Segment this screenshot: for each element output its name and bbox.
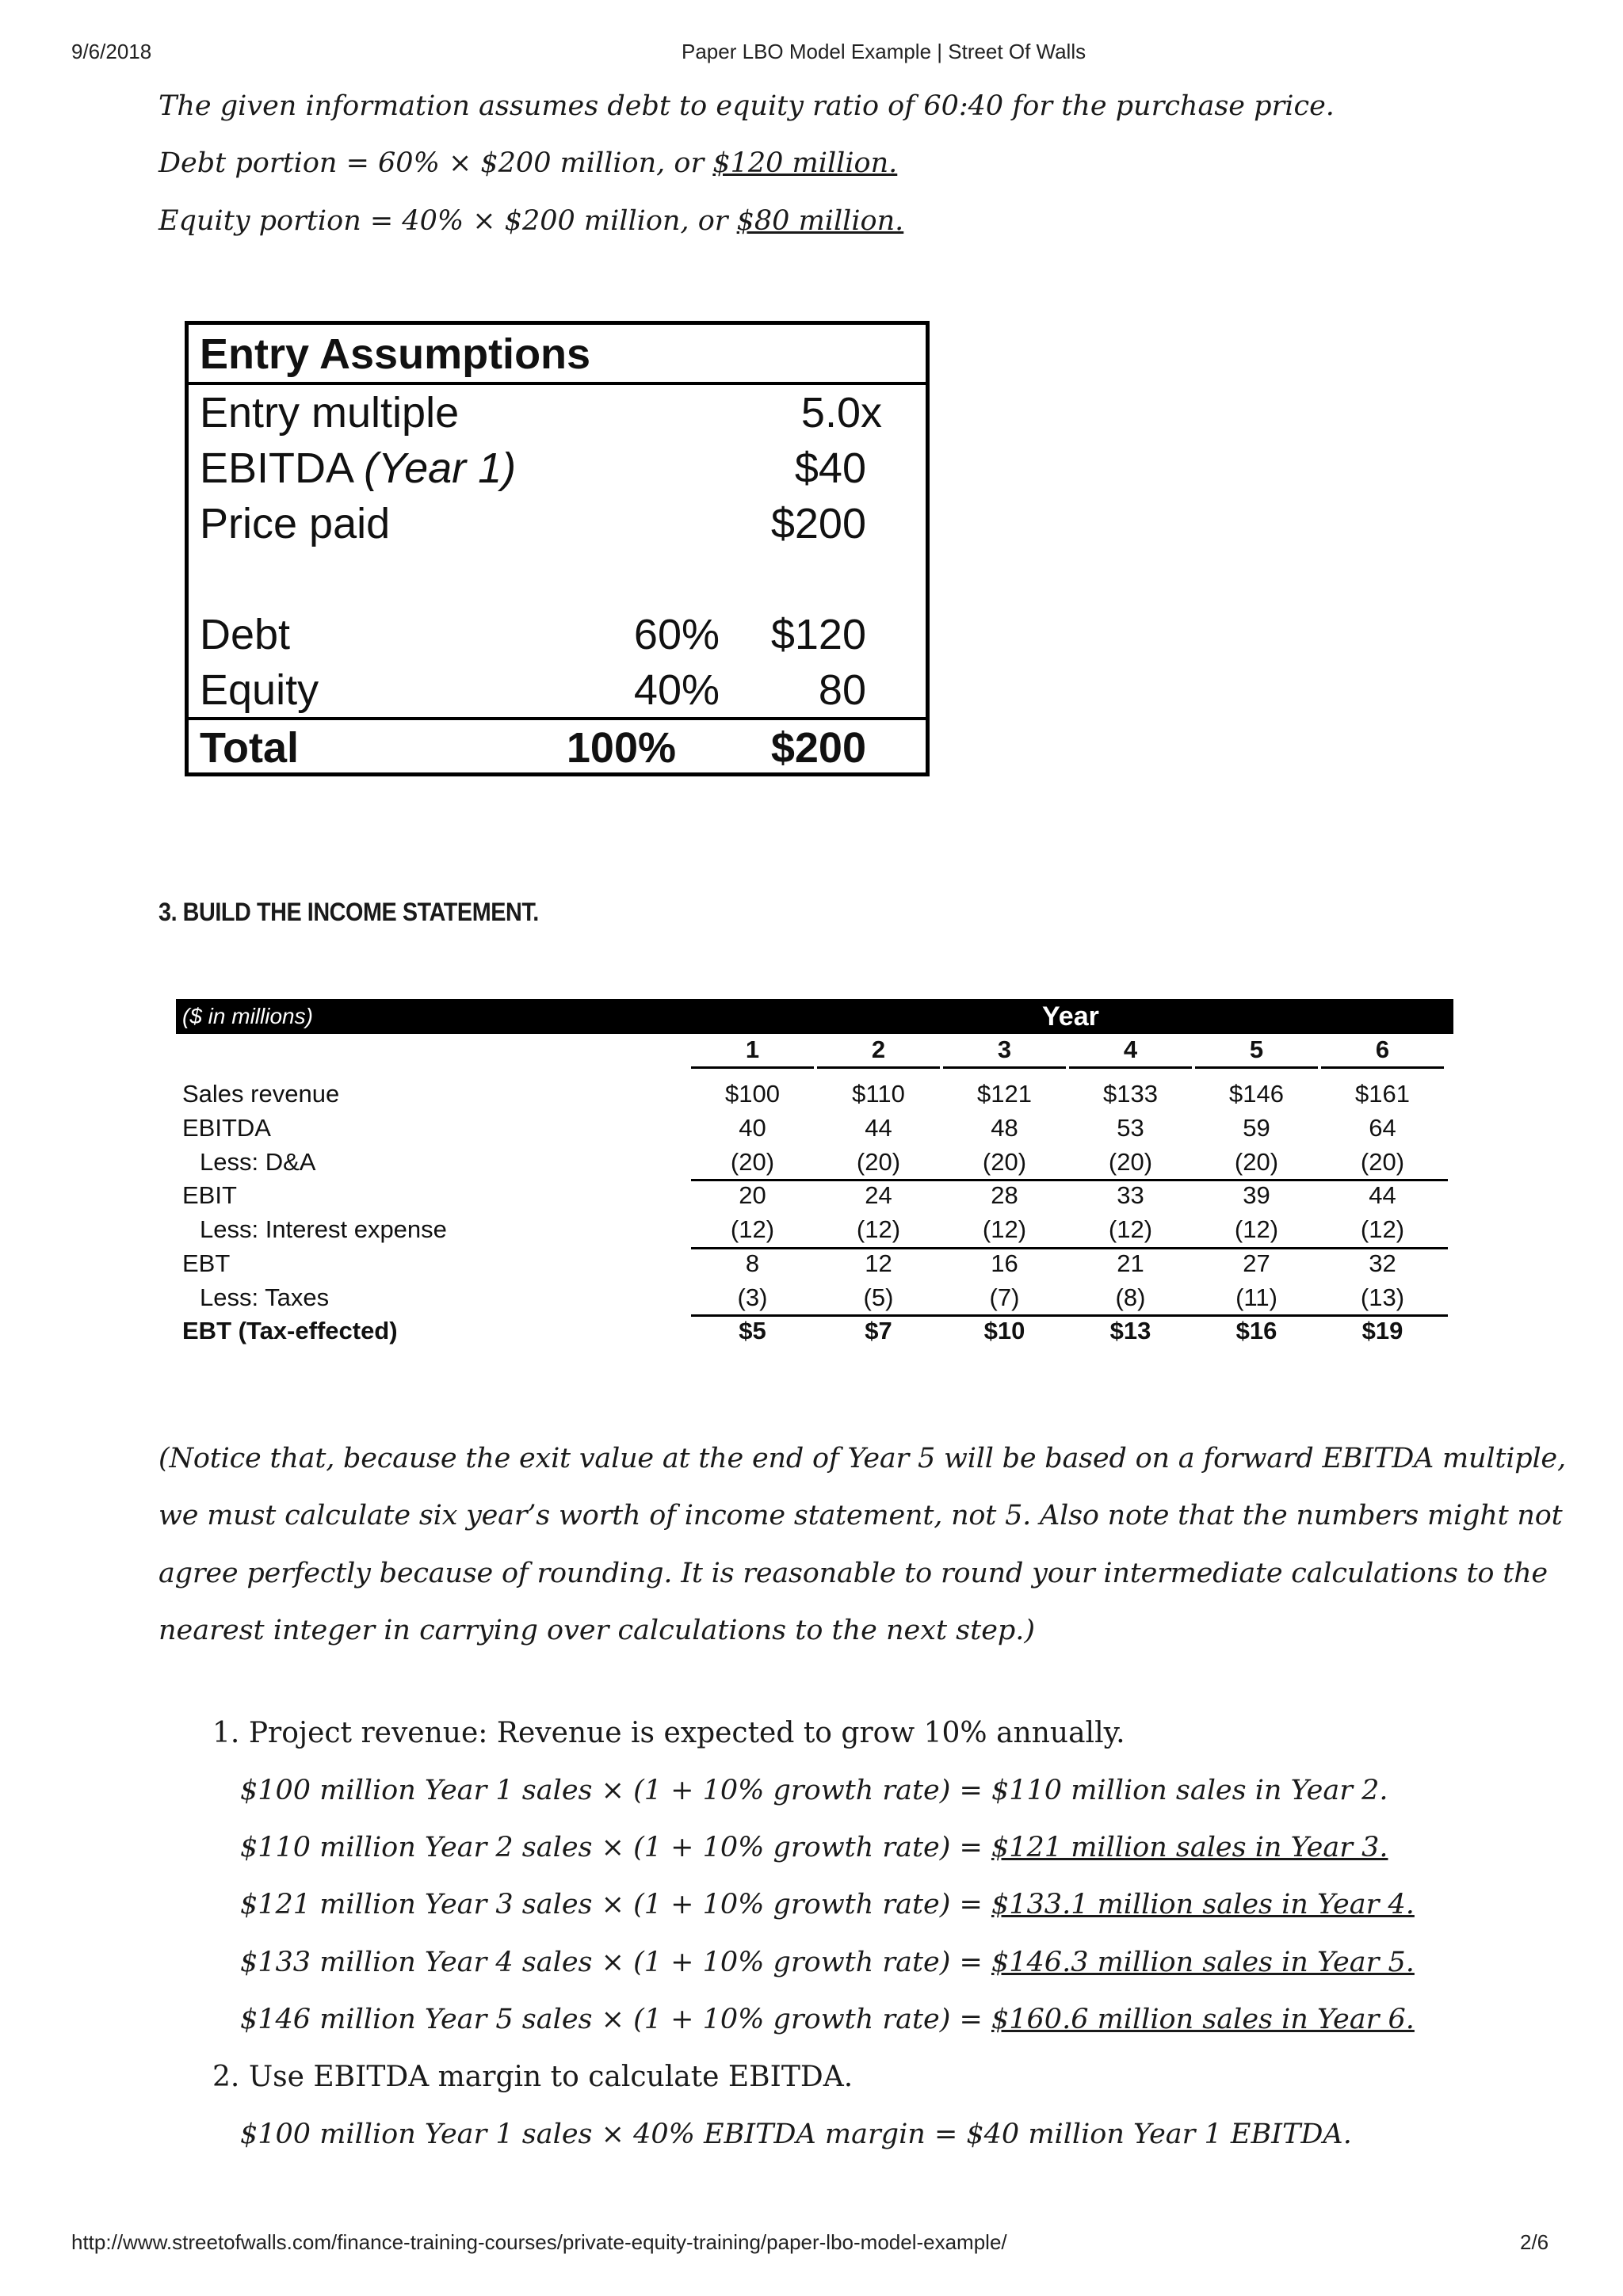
price-paid-row (189, 496, 926, 551)
year-header-underline (943, 1066, 1066, 1069)
table-cell: 28 (991, 1181, 1018, 1209)
table-cell: 64 (1369, 1114, 1396, 1142)
row-label: Sales revenue (182, 1080, 340, 1108)
equity-formula: Equity portion = 40% × $200 million, or (158, 205, 737, 237)
table-cell: $19 (1361, 1317, 1403, 1344)
step-1 (212, 1717, 1125, 1749)
row-label: EBT (182, 1249, 231, 1277)
table-cell: (3) (737, 1283, 768, 1311)
table-cell: 12 (865, 1249, 892, 1277)
ebitda-row (189, 441, 926, 496)
table-cell: (7) (989, 1283, 1020, 1311)
table-cell: 8 (745, 1249, 760, 1277)
table-cell: (20) (1108, 1148, 1153, 1176)
table-cell: $133 (1103, 1080, 1158, 1108)
year-header: 6 (1375, 1035, 1390, 1063)
ebitda-label-text: EBITDA (200, 444, 353, 492)
year-header-underline (817, 1066, 940, 1069)
year-header: 5 (1249, 1035, 1264, 1063)
table-cell: 33 (1117, 1181, 1144, 1209)
row-label: Less: Taxes (200, 1283, 330, 1311)
notice-line-3: agree perfectly because of rounding. It is reasonable to round your intermediate calculations to the (158, 1558, 1548, 1589)
debt-pct: 60% (633, 611, 720, 658)
table-cell: 24 (865, 1181, 892, 1209)
table-cell: 39 (1243, 1181, 1270, 1209)
debt-label: Debt (200, 611, 291, 658)
equity-row (189, 662, 926, 718)
subtotal-rule (691, 1179, 1448, 1181)
table-cell: (11) (1235, 1283, 1277, 1311)
table-cell: 44 (1369, 1181, 1396, 1209)
intro-line-2 (158, 147, 897, 179)
notice-line-1: (Notice that, because the exit value at the end of Year 5 will be based on a forward EBITDA multiple, (158, 1443, 1566, 1474)
step-1-text: Project revenue: Revenue is expected to grow 10% annually. (248, 1717, 1125, 1749)
units-label: ($ in millions) (182, 1004, 313, 1028)
subtotal-rule (691, 1247, 1448, 1249)
calc-line-6: $100 million Year 1 sales × 40% EBITDA margin = $40 million Year 1 EBITDA. (240, 2119, 1352, 2150)
row-label: EBITDA (182, 1114, 271, 1142)
intro-line-3 (158, 205, 903, 237)
calc-2-result: $121 million sales in Year 3. (991, 1832, 1388, 1863)
calc-line-2 (240, 1832, 1388, 1863)
table-cell: 44 (865, 1114, 892, 1142)
table-cell: 48 (991, 1114, 1018, 1142)
notice-line-4: nearest integer in carrying over calculations to the next step.) (158, 1615, 1036, 1646)
debt-value: $120 (770, 611, 866, 658)
step-2 (212, 2061, 853, 2093)
intro-line-1: The given information assumes debt to equity ratio of 60:40 for the purchase price. (158, 90, 1335, 122)
total-label: Total (200, 724, 299, 772)
calc-line-4 (240, 1947, 1415, 1978)
table-cell: (12) (1108, 1215, 1153, 1243)
equity-label: Equity (200, 666, 319, 714)
table-cell: (12) (982, 1215, 1027, 1243)
calc-line-1: $100 million Year 1 sales × (1 + 10% growth rate) = $110 million sales in Year 2. (240, 1775, 1388, 1806)
calc-4-result: $146.3 million sales in Year 5. (991, 1947, 1415, 1978)
table-cell: (20) (1234, 1148, 1279, 1176)
table-cell: 53 (1117, 1114, 1144, 1142)
debt-row (189, 607, 926, 662)
table-cell: (5) (863, 1283, 894, 1311)
step-2-number: 2. (212, 2061, 240, 2093)
entry-title: Entry Assumptions (200, 330, 591, 378)
table-cell: $100 (725, 1080, 780, 1108)
price-paid-value: $200 (770, 500, 866, 547)
debt-result: $120 million. (712, 147, 898, 179)
table-cell: 27 (1243, 1249, 1270, 1277)
entry-assumptions-table (185, 321, 930, 776)
row-label: EBIT (182, 1181, 237, 1209)
table-cell: (13) (1360, 1283, 1405, 1311)
total-row (189, 720, 926, 776)
table-cell: 32 (1369, 1249, 1396, 1277)
print-page-title: Paper LBO Model Example | Street Of Walls (682, 40, 1086, 63)
equity-value: 80 (818, 666, 866, 714)
entry-multiple-row (189, 385, 926, 441)
table-cell: (12) (1360, 1215, 1405, 1243)
step-2-text: Use EBITDA margin to calculate EBITDA. (248, 2061, 854, 2093)
ebitda-label (200, 441, 516, 496)
footer-page-number: 2/6 (1520, 2230, 1549, 2254)
table-cell: (20) (982, 1148, 1027, 1176)
year-header: 3 (997, 1035, 1012, 1063)
table-cell: 59 (1243, 1114, 1270, 1142)
total-value: $200 (770, 724, 866, 772)
table-cell: (20) (1360, 1148, 1405, 1176)
year-header: 1 (745, 1035, 760, 1063)
equity-result: $80 million. (736, 205, 904, 237)
entry-multiple-value: 5.0x (800, 389, 882, 437)
year-header: 4 (1123, 1035, 1138, 1063)
table-cell: 21 (1117, 1249, 1144, 1277)
section-heading: 3. BUILD THE INCOME STATEMENT. (158, 898, 539, 926)
step-1-number: 1. (212, 1717, 240, 1749)
entry-title-row (189, 326, 926, 382)
equity-pct: 40% (633, 666, 720, 714)
ebitda-year: (Year 1) (364, 444, 517, 492)
table-cell: $121 (977, 1080, 1032, 1108)
year-header-underline (1195, 1066, 1318, 1069)
table-cell: (12) (1234, 1215, 1279, 1243)
table-cell: $110 (852, 1080, 905, 1108)
calc-2-formula: $110 million Year 2 sales × (1 + 10% growth rate) = (240, 1832, 991, 1863)
year-header-underline (1321, 1066, 1444, 1069)
calc-4-formula: $133 million Year 4 sales × (1 + 10% growth rate) = (240, 1947, 991, 1978)
table-cell: (12) (856, 1215, 901, 1243)
calc-3-formula: $121 million Year 3 sales × (1 + 10% growth rate) = (240, 1889, 991, 1920)
year-header: 2 (871, 1035, 886, 1063)
calc-3-result: $133.1 million sales in Year 4. (991, 1889, 1415, 1920)
table-cell: 16 (991, 1249, 1018, 1277)
entry-multiple-label: Entry multiple (200, 389, 460, 437)
row-label: EBT (Tax-effected) (182, 1317, 398, 1344)
table-cell: (8) (1115, 1283, 1146, 1311)
table-cell: (12) (730, 1215, 775, 1243)
income-statement-table (176, 999, 1453, 1348)
table-cell: $10 (983, 1317, 1025, 1344)
subtotal-rule (691, 1314, 1448, 1317)
price-paid-label: Price paid (200, 500, 391, 547)
print-date: 9/6/2018 (71, 40, 152, 63)
row-label: Less: Interest expense (200, 1215, 447, 1243)
table-cell: $5 (739, 1317, 766, 1344)
table-cell: (20) (730, 1148, 775, 1176)
calc-line-3 (240, 1889, 1415, 1920)
debt-formula: Debt portion = 60% × $200 million, or (158, 147, 713, 179)
table-banner (176, 999, 1453, 1034)
table-cell: $161 (1355, 1080, 1410, 1108)
calc-line-5 (240, 2004, 1415, 2035)
row-label: Less: D&A (200, 1148, 316, 1176)
table-cell: 40 (739, 1114, 766, 1142)
ebitda-value: $40 (794, 444, 866, 492)
table-cell: 20 (739, 1181, 766, 1209)
total-pct: 100% (566, 724, 676, 772)
year-header-underline (1069, 1066, 1192, 1069)
year-label: Year (1042, 1001, 1099, 1032)
table-cell: $13 (1109, 1317, 1151, 1344)
year-header-underline (691, 1066, 814, 1069)
notice-line-2: we must calculate six year’s worth of income statement, not 5. Also note that the numbers might not (158, 1500, 1563, 1531)
footer-url[interactable]: http://www.streetofwalls.com/finance-training-courses/private-equity-training/paper-lbo-model-example/ (71, 2230, 1007, 2254)
table-cell: $146 (1229, 1080, 1284, 1108)
calc-5-formula: $146 million Year 5 sales × (1 + 10% growth rate) = (240, 2004, 991, 2035)
calc-5-result: $160.6 million sales in Year 6. (991, 2004, 1415, 2035)
table-cell: $16 (1235, 1317, 1277, 1344)
table-cell: $7 (865, 1317, 892, 1344)
table-cell: (20) (856, 1148, 901, 1176)
